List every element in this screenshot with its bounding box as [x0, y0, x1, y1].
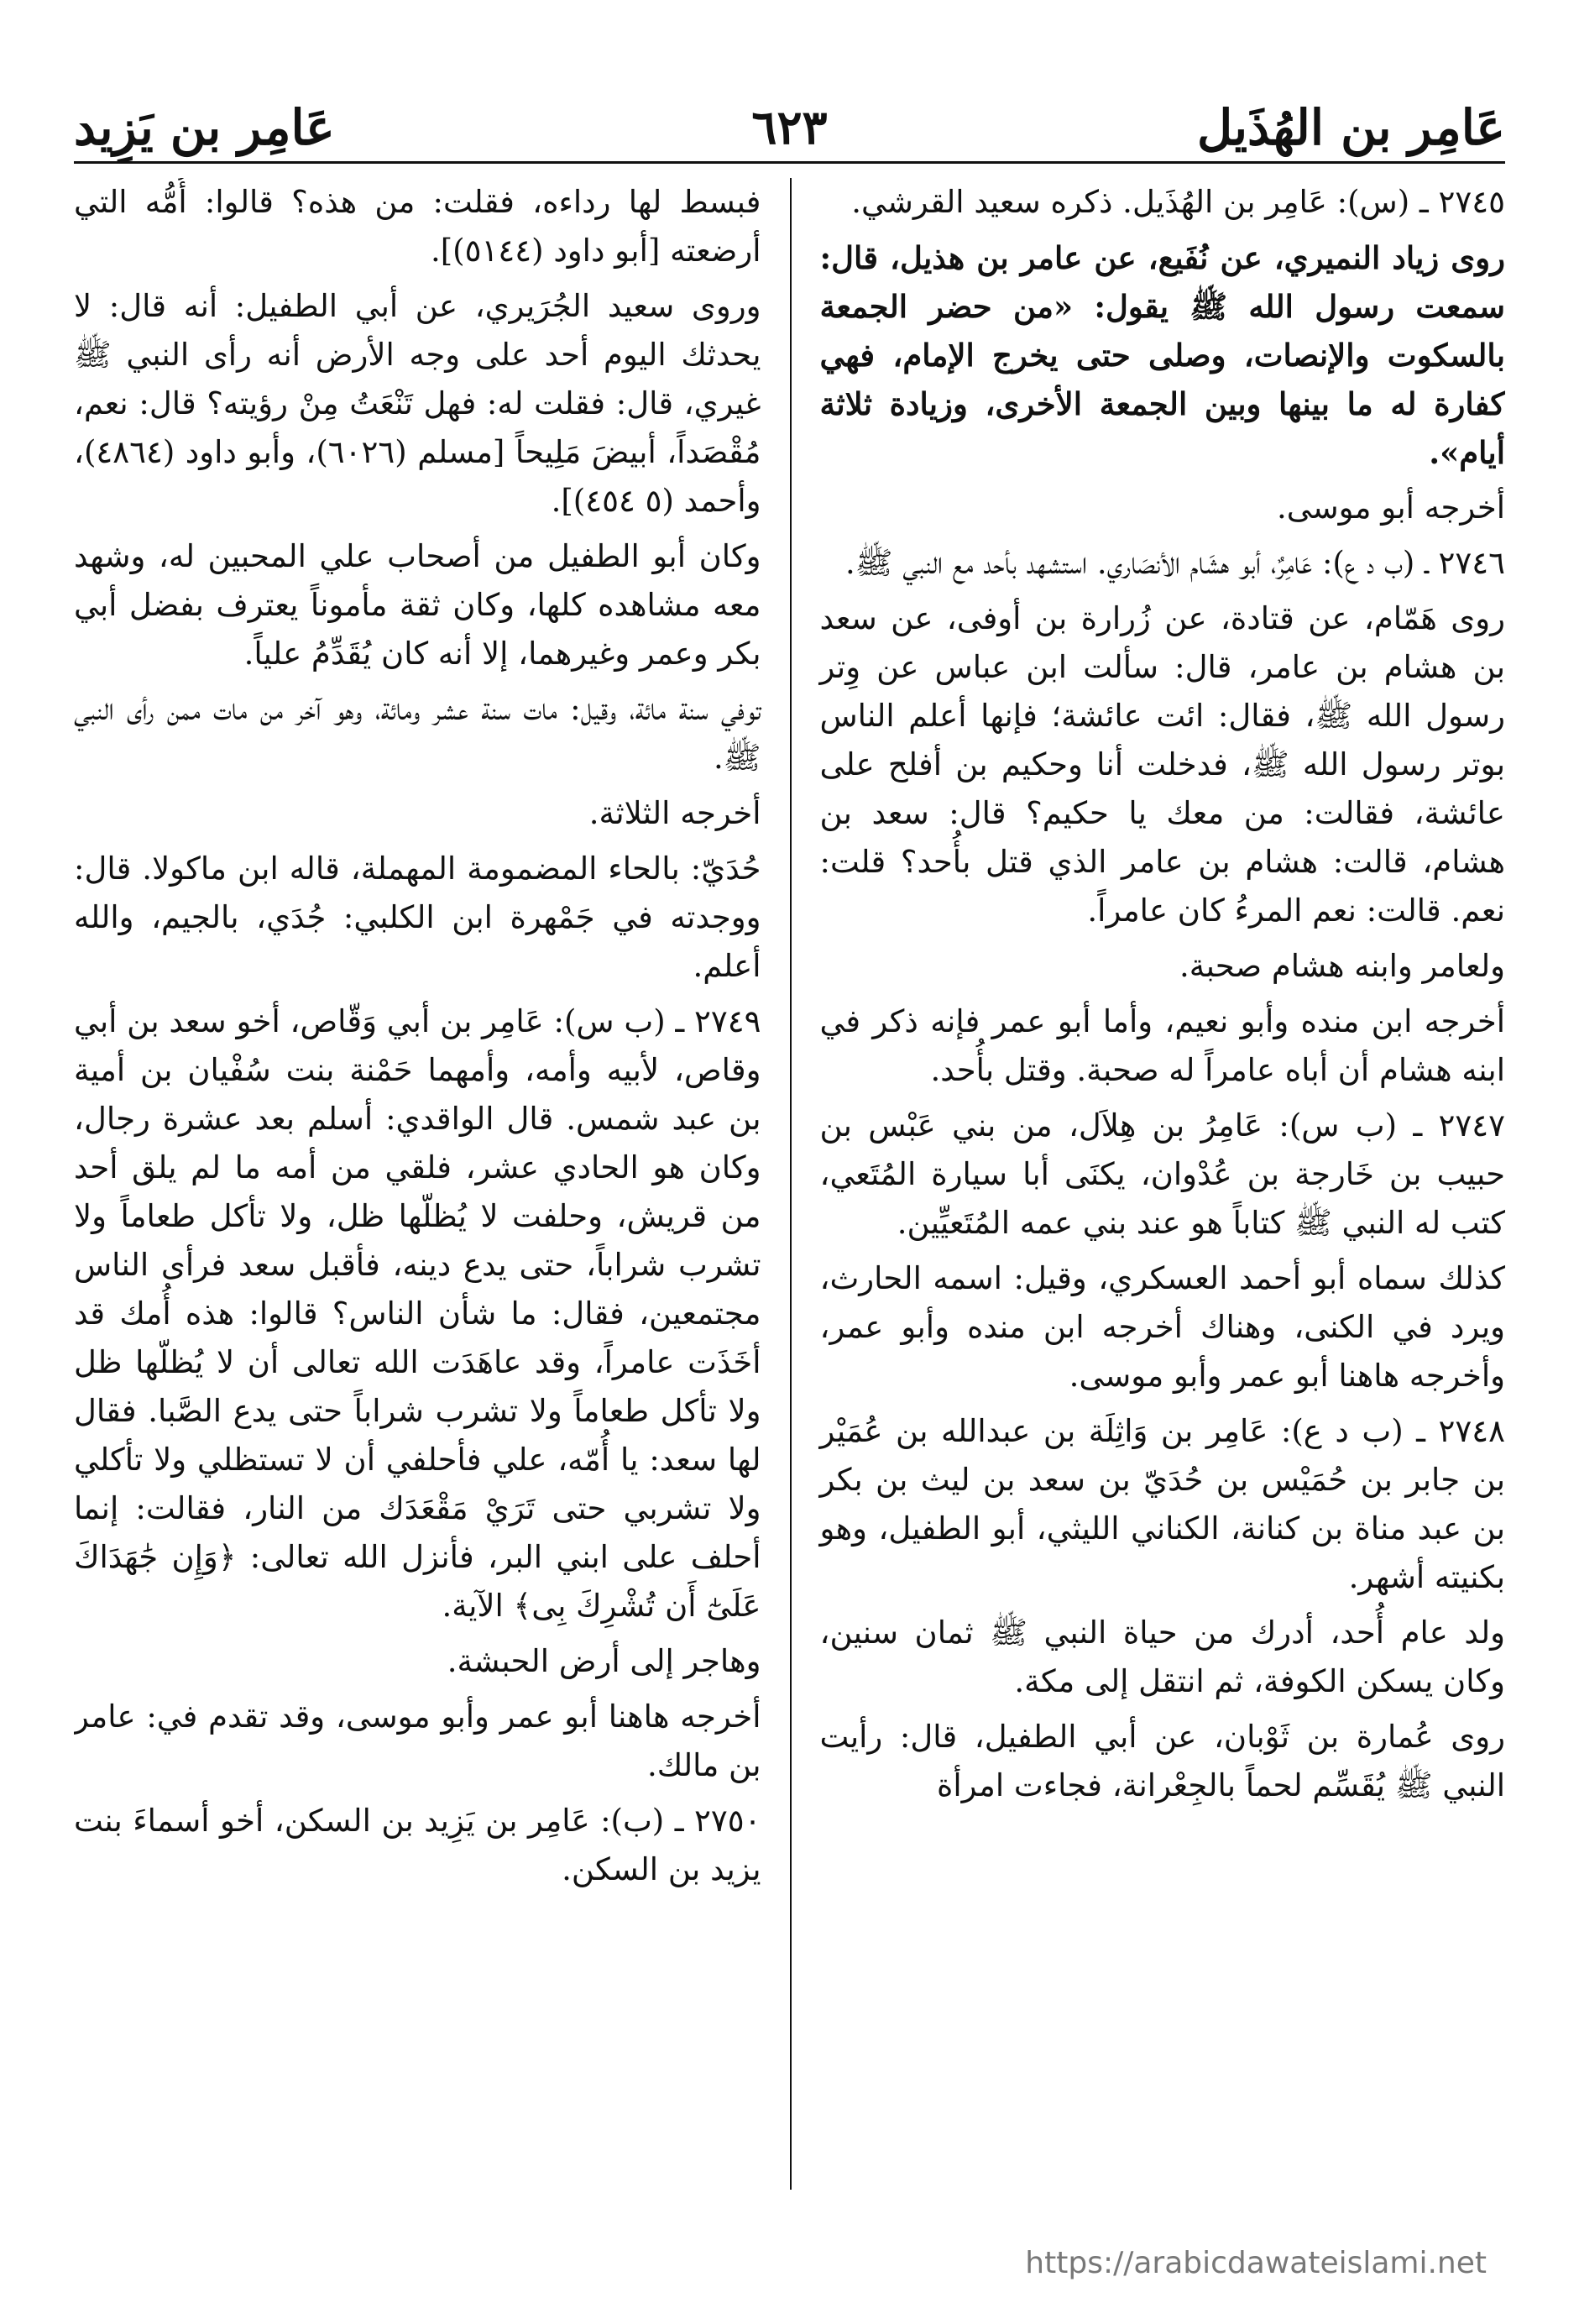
watermark-url: https://arabicdawateislami.net	[1025, 2246, 1487, 2280]
running-title-left: عَامِر بن يَزِيد	[74, 99, 335, 156]
entry-2747-heading: ٢٧٤٧ ـ (ب س): عَامِرُ بن هِلاَل، من بني عَبْس بن حبيب بن خَارجة بن عُدْوان، يكنَى أبا سيارة المُتَعي، كتب له النبي ﷺ كتاباً هو عند بني عمه المُتَعيِّين.	[819, 1107, 1505, 1241]
entry-2748-continuation: فبسط لها رداءه، فقلت: من هذه؟ قالوا: أُمُّه التي أرضعته [أبو داود (٥١٤٤)].	[74, 184, 761, 269]
running-title-right: عَامِر بن الهُذَيل	[1196, 99, 1505, 156]
entry-2749-hijra: وهاجر إلى أرض الحبشة.	[447, 1643, 761, 1679]
entry-2748-companion: وكان أبو الطفيل من أصحاب علي المحبين له، وشهد معه مشاهده كلها، وكان ثقة مأموناً يعترف بفضل أبي بكر وعمر وغيرهما، إلا أنه كان يُقَدِّمُ علياً.	[74, 538, 761, 672]
entry-2746-note: ولعامر وابنه هشام صحبة.	[1179, 948, 1505, 984]
entry-2748-spelling-note: حُدَيّ: بالحاء المضمومة المهملة، قاله ابن ماكولا. قال: ووجدته في جَمْهرة ابن الكلبي: جُدَي، بالجيم، والله أعلم.	[74, 851, 761, 984]
text-columns	[74, 178, 1505, 2190]
entry-2745-heading: ٢٧٤٥ ـ (س): عَامِر بن الهُذَيل. ذكره سعيد القرشي.	[851, 184, 1505, 220]
entry-2748-source: أخرجه الثلاثة.	[588, 795, 761, 831]
entry-2746-narration: روى هَمّام، عن قتادة، عن زُرارة بن أوفى، عن سعد بن هشام بن عامر، قال: سألت ابن عباس عن وِتر رسول الله ﷺ، فقال: ائت عائشة؛ فإنها أعلم الناس بوتر رسول الله ﷺ، فدخلت أنا وحكيم بن أفلح على عائشة، فقالت: من معك يا حكيم؟ قال: سعد بن هشام، قالت: هشام بن عامر الذي قتل بأُحد؟ قلت: نعم. قالت: نعم المرءُ كان عامراً.	[819, 600, 1505, 929]
entry-2748-death: توفي سنة مائة، وقيل: مات سنة عشر ومائة، وهو آخر من مات ممن رأى النبي ﷺ.	[74, 691, 761, 776]
entry-2749-body: ٢٧٤٩ ـ (ب س): عَامِر بن أبي وَقّاص، أخو سعد بن أبي وقاص، لأبيه وأمه، وأمهما حَمْنة بنت سُفْيان بن أمية بن عبد شمس. قال الواقدي: أسلم بعد عشرة رجال، وكان هو الحادي عشر، فلقي من أمه ما لم يلق أحد من قريش، وحلفت لا يُظلّها ظل، ولا تأكل طعاماً ولا تشرب شراباً، حتى يدع دينه، فأقبل سعد فرأى الناس مجتمعين، فقال: ما شأن الناس؟ قالوا: هذه أُمك قد أخَذَت عامراً، وقد عاهَدَت الله تعالى أن لا يُظلّها ظل ولا تأكل طعاماً ولا تشرب شراباً حتى يدع الصَّبا. فقال لها سعد: يا أُمّه، علي فأحلفي أن لا تستظلي ولا تأكلي ولا تشربي حتى تَرَيْ مَقْعَدَك من النار، فقالت: إنما أحلف على ابني البر، فأنزل الله تعالى: ﴿وَإِن جَٰهَدَاكَ عَلَىٰٓ أَن تُشْرِكَ بِى﴾ الآية.	[74, 1003, 761, 1624]
page-number: ٦٢٣	[751, 100, 828, 155]
entry-2745-hadith: روى زياد النميري، عن نُفَيع، عن عامر بن هذيل، قال: سمعت رسول الله ﷺ يقول: «من حضر الجمعة بالسكوت والإنصات، وصلى حتى يخرج الإمام، فهي كفارة له ما بينها وبين الجمعة الأخرى، وزيادة ثلاثة أيام».	[819, 239, 1505, 471]
entry-2746-heading: ٢٧٤٦ ـ (ب د ع): عَامِرٌ، أبو هشَام الأنصَاري. استشهد بأحد مع النبي ﷺ.	[845, 545, 1505, 581]
entry-2748-heading: ٢٧٤٨ ـ (ب د ع): عَامِر بن وَاثِلَة بن عبدالله بن عُمَيْر بن جابر بن حُمَيْس بن حُدَيّ بن سعد بن ليث بن بكر بن عبد مناة بن كنانة، الكناني الليثي، أبو الطفيل، وهو بكنيته أشهر.	[819, 1413, 1505, 1595]
entry-2749-source: أخرجه هاهنا أبو عمر وأبو موسى، وقد تقدم في: عامر بن مالك.	[74, 1699, 761, 1783]
entry-2748-birth: ولد عام أُحد، أدرك من حياة النبي ﷺ ثمان سنين، وكان يسكن الكوفة، ثم انتقل إلى مكة.	[819, 1615, 1505, 1699]
entry-2748-narration: روى عُمارة بن ثَوْبان، عن أبي الطفيل، قال: رأيت النبي ﷺ يُقَسِّم لحماً بالجِعْرانة، فجاءت امرأة	[819, 1719, 1505, 1803]
entry-2746-source: أخرجه ابن منده وأبو نعيم، وأما أبو عمر فإنه ذكر في ابنه هشام أن أباه عامراً له صحبة. وقتل بأُحد.	[819, 1003, 1505, 1088]
entry-2750-heading: ٢٧٥٠ ـ (ب): عَامِر بن يَزِيد بن السكن، أخو أسماءَ بنت يزيد بن السكن.	[74, 1803, 761, 1887]
right-column	[790, 178, 1506, 2190]
entry-2747-note: كذلك سماه أبو أحمد العسكري، وقيل: اسمه الحارث، ويرد في الكنى، وهناك أخرجه ابن منده وأبو عمر، وأخرجه هاهنا أبو عمر وأبو موسى.	[819, 1260, 1505, 1394]
page-header	[74, 94, 1505, 164]
entry-2748-jurayri: وروى سعيد الجُرَيري، عن أبي الطفيل: أنه قال: لا يحدثك اليوم أحد على وجه الأرض أنه رأى النبي ﷺ غيري، قال: فقلت له: فهل تَنْعَتُ مِنْ رؤيته؟ قال: نعم، مُقْصَداً، أبيضَ مَلِيحاً [مسلم (٦٠٢٦)، وأبو داود (٤٨٦٤)، وأحمد (٥ ٤٥٤)].	[74, 288, 761, 519]
entry-2745-source: أخرجه أبو موسى.	[1276, 489, 1505, 526]
left-column	[74, 178, 790, 2190]
